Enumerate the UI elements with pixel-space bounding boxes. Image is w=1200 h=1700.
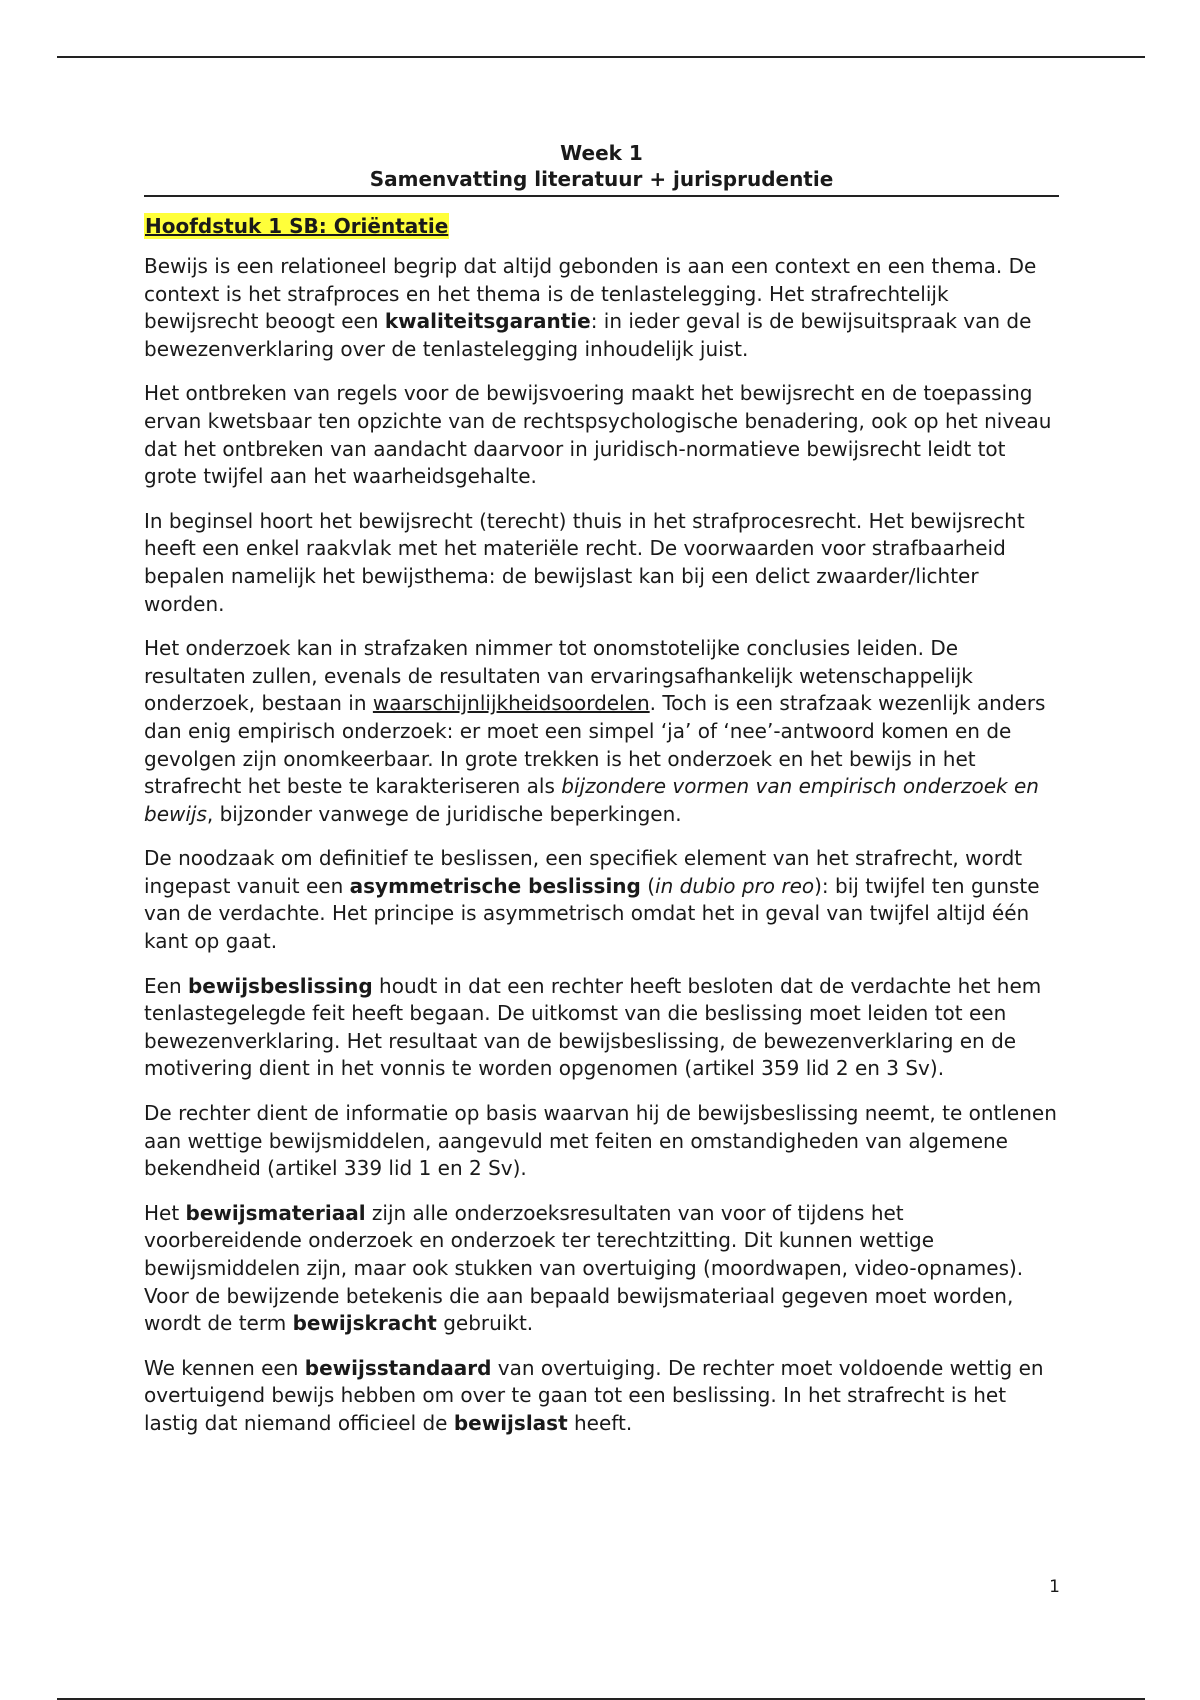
text-run: houdt in dat een rechter heeft besloten dat de verdachte het hem tenlastegelegde feit heeft begaan. De uitkomst van die beslissing moet leiden tot een bewezenverklaring. Het resultaat van de bewijsbeslissing, de bewezenverklaring en de motivering dient in het vonnis te worden opgenomen (artikel 359 lid 2 en 3 Sv). xyxy=(144,973,1042,1081)
underlined-term: waarschijnlijkheidsoordelen xyxy=(372,691,650,716)
text-run: Het ontbreken van regels voor de bewijsvoering maakt het bewijsrecht en de toepassing ervan kwetsbaar ten opzichte van de rechtspsychologische benadering, ook op het niveau dat het ontbreken van aandacht daarvoor in juridisch-normatieve bewijsrecht leidt tot grote twijfel aan het waarheidsgehalte. xyxy=(144,381,1052,489)
text-run: heeft. xyxy=(567,1410,633,1435)
text-run: Bewijs is een relationeel begrip dat altijd gebonden is aan een context en een thema. De context is het strafproces en het thema is de tenlastelegging. Het strafrechtelijk bewijsrecht beoogt een xyxy=(144,254,1037,334)
text-run: De rechter dient de informatie op basis waarvan hij de bewijsbeslissing neemt, te ontlenen aan wettige bewijsmiddelen, aangevuld met feiten en omstandigheden van algemene bekendheid (artikel 339 lid 1 en 2 Sv). xyxy=(144,1101,1057,1181)
italic-phrase: in dubio pro reo xyxy=(655,873,815,898)
chapter-heading: Hoofdstuk 1 SB: Oriëntatie xyxy=(145,214,449,238)
bold-term: asymmetrische beslissing xyxy=(349,873,641,898)
text-run: ): bij twijfel ten gunste van de verdachte. Het principe is asymmetrisch omdat het in geval van twijfel altijd één kant op gaat. xyxy=(144,873,1040,954)
text-run: gebruikt. xyxy=(436,1311,534,1336)
bold-term: bewijskracht xyxy=(292,1311,437,1336)
text-run: , bijzonder vanwege de juridische beperkingen. xyxy=(206,801,682,826)
text-run: van overtuiging. De rechter moet voldoende wettig en overtuigend bewijs hebben om over te gaan tot een beslissing. In het strafrecht is het lastig dat niemand officieel de xyxy=(144,1355,1044,1435)
document-body xyxy=(144,140,1059,1455)
paragraph-1 xyxy=(144,253,1059,363)
paragraph-7 xyxy=(144,1100,1059,1183)
paragraph-5 xyxy=(144,845,1059,955)
text-run: De noodzaak om definitief te beslissen, een specifiek element van het strafrecht, wordt ingepast vanuit een xyxy=(144,846,1023,898)
week-title: Week 1 xyxy=(560,141,643,165)
bold-term: bewijsbeslissing xyxy=(187,973,373,998)
paragraph-6 xyxy=(144,973,1059,1083)
bold-term: bewijslast xyxy=(453,1410,568,1435)
bold-term: bewijsstandaard xyxy=(304,1355,492,1380)
text-run: Een xyxy=(144,973,188,998)
text-run: In beginsel hoort het bewijsrecht (terecht) thuis in het strafprocesrecht. Het bewijsrecht heeft een enkel raakvlak met het materiële recht. De voorwaarden voor strafbaarheid bepalen namelijk het bewijsthema: de bewijslast kan bij een delict zwaarder/lichter worden. xyxy=(144,508,1025,616)
text-run: zijn alle onderzoeksresultaten van voor of tijdens het voorbereidende onderzoek en onderzoek ter terechtzitting. Dit kunnen wettige bewijsmiddelen zijn, maar ook stukken van overtuiging (moordwapen, video-opnames). Voor de bewijzende betekenis die aan bepaald bewijsmateriaal gegeven moet worden, wordt de term xyxy=(144,1200,1024,1336)
document-subtitle: Samenvatting literatuur + jurisprudentie xyxy=(369,167,834,191)
text-run: Het onderzoek kan in strafzaken nimmer tot onomstotelijke conclusies leiden. De resultaten zullen, evenals de resultaten van ervaringsafhankelijk wetenschappelijk onderzoek, bestaan in xyxy=(144,636,973,716)
page-number: 1 xyxy=(1049,1577,1060,1597)
document-header xyxy=(144,140,1059,197)
text-run: Het xyxy=(144,1200,186,1225)
italic-phrase: bijzondere vormen van empirisch onderzoek en bewijs xyxy=(144,774,1039,826)
paragraph-9 xyxy=(144,1355,1059,1438)
text-run: : in ieder geval is de bewijsuitspraak van de bewezenverklaring over de tenlastelegging inhoudelijk juist. xyxy=(144,309,1032,361)
bold-term: bewijsmateriaal xyxy=(185,1200,366,1225)
bold-term: kwaliteitsgarantie xyxy=(384,309,591,334)
paragraph-8 xyxy=(144,1200,1059,1338)
paragraph-4 xyxy=(144,635,1059,828)
text-run: ( xyxy=(640,873,656,898)
page-top-rule xyxy=(57,56,1145,58)
text-run: . Toch is een strafzaak wezenlijk anders dan enig empirisch onderzoek: er moet een simpel ‘ja’ of ‘nee’-antwoord komen en de gevolgen zijn onomkeerbaar. In grote trekken is het onderzoek en het bewijs in het strafrecht het beste te karakteriseren als xyxy=(144,691,1046,799)
paragraph-2 xyxy=(144,380,1059,490)
text-run: We kennen een xyxy=(144,1355,305,1380)
paragraph-3 xyxy=(144,508,1059,618)
